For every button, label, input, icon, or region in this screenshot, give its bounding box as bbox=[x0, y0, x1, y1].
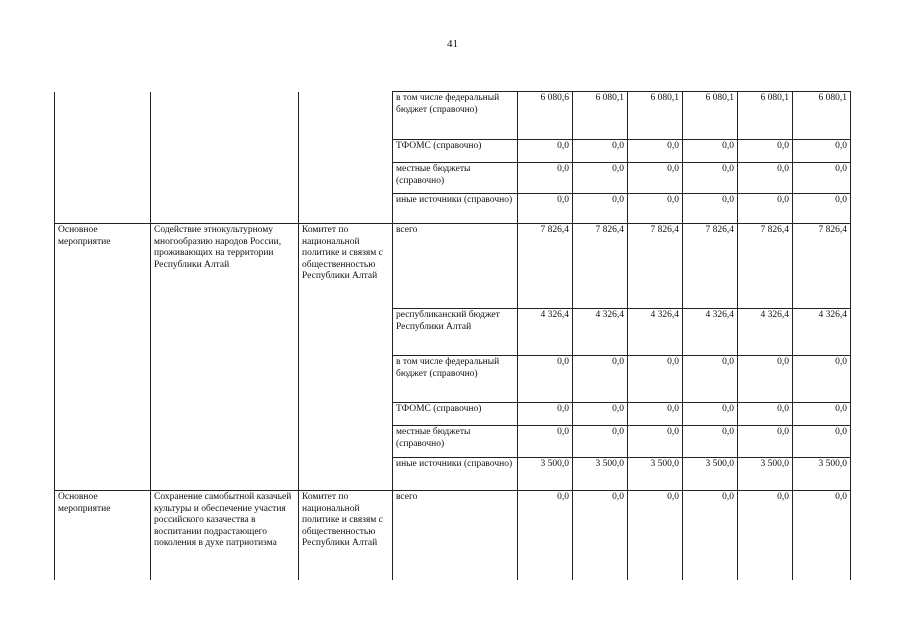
funding-source-cell: местные бюджеты (справочно) bbox=[393, 426, 518, 458]
funding-source-cell: в том числе федеральный бюджет (справочно) bbox=[393, 356, 518, 403]
financing-table bbox=[54, 91, 851, 580]
amount-cell: 0,0 bbox=[738, 140, 793, 163]
amount-cell: 4 326,4 bbox=[518, 309, 573, 356]
amount-cell: 0,0 bbox=[793, 426, 851, 458]
amount-cell: 0,0 bbox=[683, 491, 738, 580]
amount-cell: 0,0 bbox=[573, 194, 628, 224]
amount-cell: 0,0 bbox=[518, 426, 573, 458]
funding-source-cell: иные источники (справочно) bbox=[393, 194, 518, 224]
event-name-cell bbox=[151, 92, 299, 224]
amount-cell: 0,0 bbox=[793, 491, 851, 580]
amount-cell: 0,0 bbox=[738, 491, 793, 580]
event-name-cell: Сохранение самобытной казачьей культуры и обеспечение участия российского казачества в воспитании подрастающего поколения в духе патриотизма bbox=[151, 491, 299, 580]
table-row bbox=[55, 491, 851, 580]
amount-cell: 6 080,6 bbox=[518, 92, 573, 140]
amount-cell: 3 500,0 bbox=[573, 458, 628, 491]
amount-cell: 4 326,4 bbox=[738, 309, 793, 356]
amount-cell: 3 500,0 bbox=[518, 458, 573, 491]
amount-cell: 0,0 bbox=[573, 426, 628, 458]
amount-cell: 7 826,4 bbox=[738, 224, 793, 309]
responsible-cell: Комитет по национальной политике и связям с общественностью Республики Алтай bbox=[299, 224, 393, 491]
event-name-cell: Содействие этнокультурному многообразию народов России, проживающих на территории Республики Алтай bbox=[151, 224, 299, 491]
funding-source-cell: ТФОМС (справочно) bbox=[393, 140, 518, 163]
event-type-cell: Основное мероприятие bbox=[55, 491, 151, 580]
page-number: 41 bbox=[447, 38, 458, 50]
amount-cell: 0,0 bbox=[683, 426, 738, 458]
amount-cell: 0,0 bbox=[518, 140, 573, 163]
amount-cell: 4 326,4 bbox=[793, 309, 851, 356]
amount-cell: 4 326,4 bbox=[573, 309, 628, 356]
funding-source-cell: всего bbox=[393, 491, 518, 580]
amount-cell: 0,0 bbox=[793, 356, 851, 403]
funding-source-cell: в том числе федеральный бюджет (справочно) bbox=[393, 92, 518, 140]
amount-cell: 0,0 bbox=[518, 356, 573, 403]
amount-cell: 0,0 bbox=[683, 403, 738, 426]
amount-cell: 0,0 bbox=[628, 426, 683, 458]
amount-cell: 4 326,4 bbox=[683, 309, 738, 356]
amount-cell: 0,0 bbox=[573, 403, 628, 426]
responsible-cell bbox=[299, 92, 393, 224]
table-row bbox=[55, 92, 851, 140]
amount-cell: 3 500,0 bbox=[683, 458, 738, 491]
funding-source-cell: всего bbox=[393, 224, 518, 309]
amount-cell: 0,0 bbox=[518, 491, 573, 580]
amount-cell: 6 080,1 bbox=[793, 92, 851, 140]
amount-cell: 0,0 bbox=[573, 163, 628, 194]
amount-cell: 7 826,4 bbox=[518, 224, 573, 309]
amount-cell: 0,0 bbox=[738, 403, 793, 426]
amount-cell: 6 080,1 bbox=[573, 92, 628, 140]
amount-cell: 0,0 bbox=[628, 194, 683, 224]
amount-cell: 0,0 bbox=[628, 140, 683, 163]
amount-cell: 0,0 bbox=[573, 491, 628, 580]
amount-cell: 0,0 bbox=[738, 356, 793, 403]
amount-cell: 0,0 bbox=[628, 491, 683, 580]
amount-cell: 6 080,1 bbox=[628, 92, 683, 140]
amount-cell: 0,0 bbox=[738, 163, 793, 194]
amount-cell: 7 826,4 bbox=[573, 224, 628, 309]
funding-source-cell: иные источники (справочно) bbox=[393, 458, 518, 491]
amount-cell: 7 826,4 bbox=[793, 224, 851, 309]
amount-cell: 0,0 bbox=[793, 140, 851, 163]
amount-cell: 0,0 bbox=[573, 356, 628, 403]
amount-cell: 3 500,0 bbox=[628, 458, 683, 491]
responsible-cell: Комитет по национальной политике и связям с общественностью Республики Алтай bbox=[299, 491, 393, 580]
funding-source-cell: республиканский бюджет Республики Алтай bbox=[393, 309, 518, 356]
amount-cell: 3 500,0 bbox=[738, 458, 793, 491]
amount-cell: 0,0 bbox=[628, 163, 683, 194]
amount-cell: 0,0 bbox=[738, 194, 793, 224]
amount-cell: 3 500,0 bbox=[793, 458, 851, 491]
amount-cell: 7 826,4 bbox=[628, 224, 683, 309]
table-row bbox=[55, 224, 851, 309]
amount-cell: 0,0 bbox=[793, 194, 851, 224]
amount-cell: 0,0 bbox=[793, 403, 851, 426]
funding-source-cell: местные бюджеты (справочно) bbox=[393, 163, 518, 194]
amount-cell: 0,0 bbox=[683, 140, 738, 163]
amount-cell: 0,0 bbox=[683, 356, 738, 403]
amount-cell: 0,0 bbox=[628, 403, 683, 426]
event-type-cell: Основное мероприятие bbox=[55, 224, 151, 491]
amount-cell: 6 080,1 bbox=[683, 92, 738, 140]
amount-cell: 0,0 bbox=[793, 163, 851, 194]
amount-cell: 0,0 bbox=[683, 163, 738, 194]
amount-cell: 0,0 bbox=[518, 194, 573, 224]
amount-cell: 7 826,4 bbox=[683, 224, 738, 309]
amount-cell: 6 080,1 bbox=[738, 92, 793, 140]
amount-cell: 0,0 bbox=[518, 163, 573, 194]
amount-cell: 0,0 bbox=[683, 194, 738, 224]
amount-cell: 0,0 bbox=[628, 356, 683, 403]
amount-cell: 0,0 bbox=[518, 403, 573, 426]
event-type-cell bbox=[55, 92, 151, 224]
amount-cell: 0,0 bbox=[573, 140, 628, 163]
amount-cell: 4 326,4 bbox=[628, 309, 683, 356]
funding-source-cell: ТФОМС (справочно) bbox=[393, 403, 518, 426]
amount-cell: 0,0 bbox=[738, 426, 793, 458]
